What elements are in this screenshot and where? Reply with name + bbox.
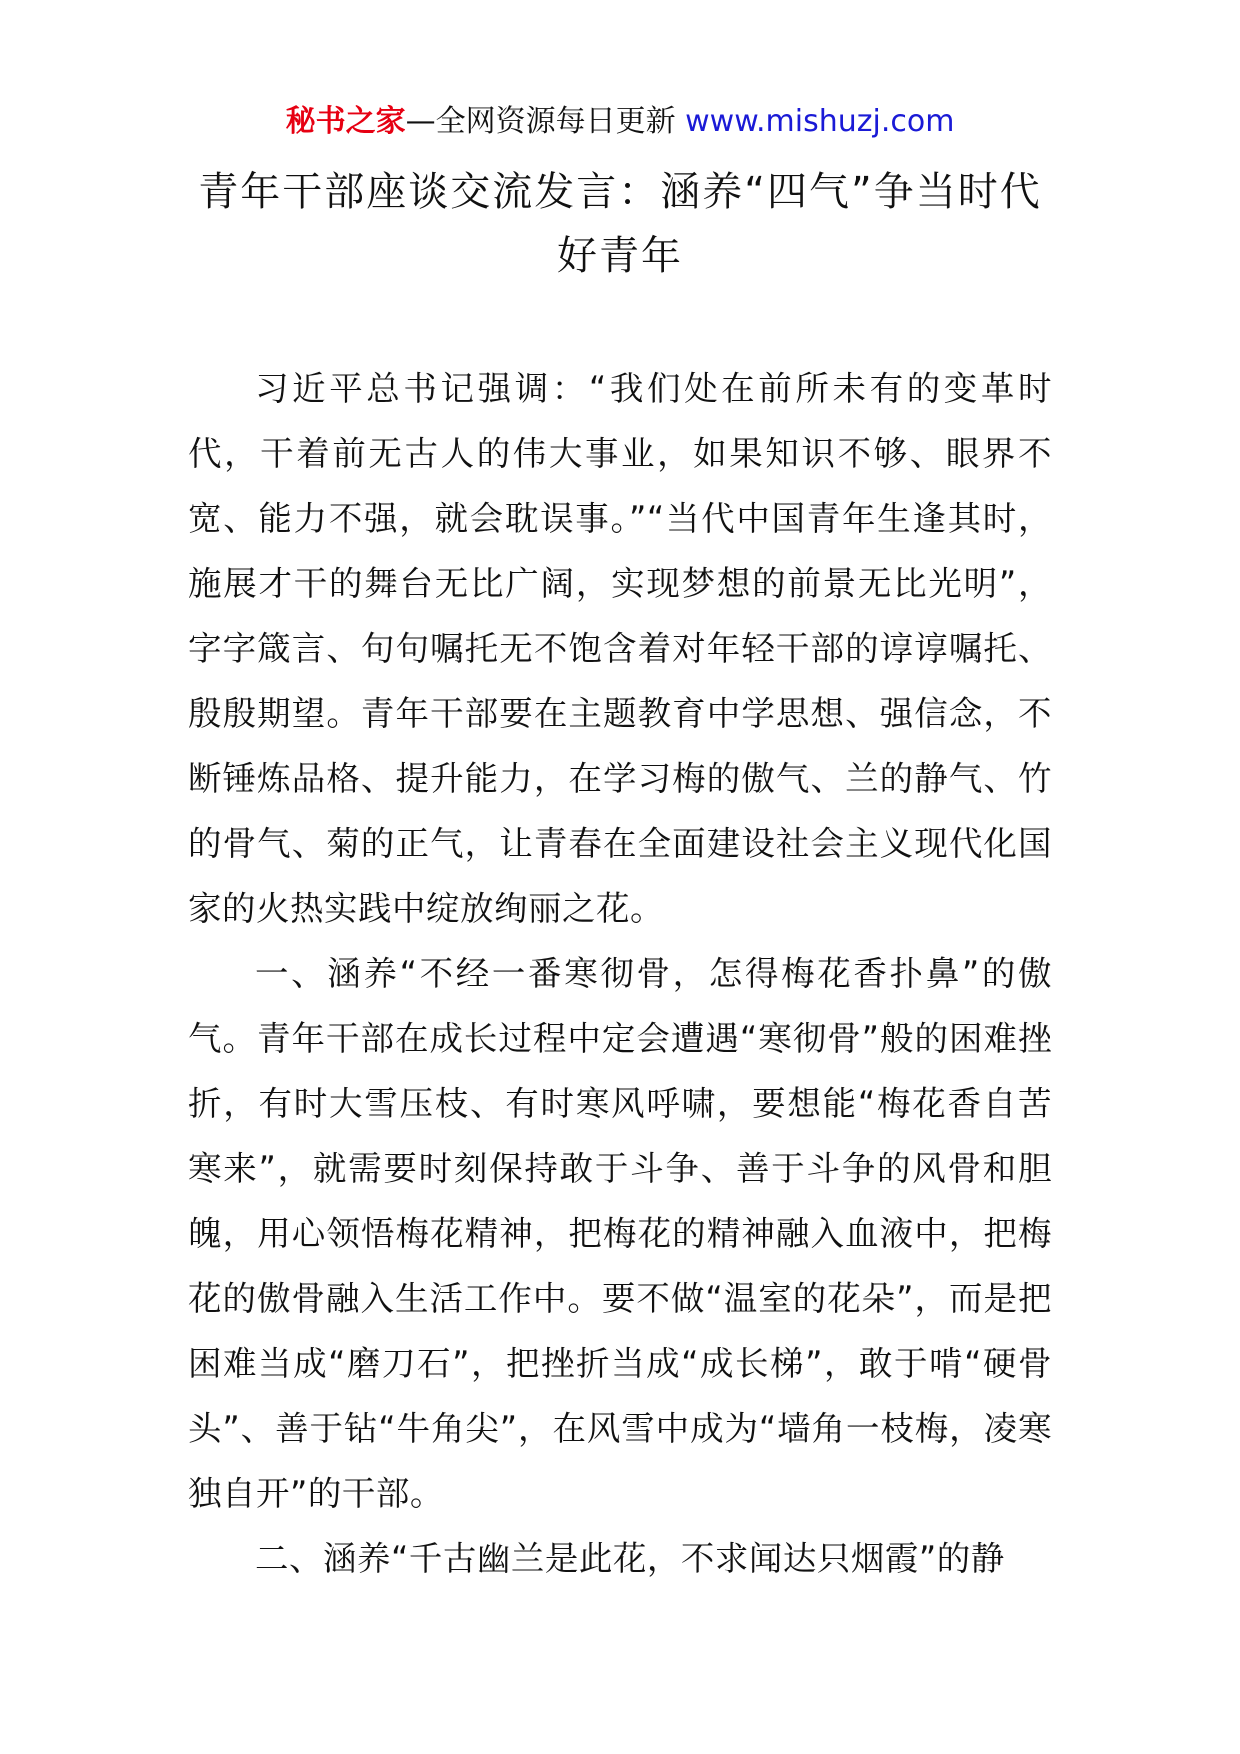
site-header [0,100,1240,144]
site-url-link[interactable]: www.mishuzj.com [685,104,955,139]
paragraph-section-1: 一、涵养“不经一番寒彻骨，怎得梅花香扑鼻”的傲气。青年干部在成长过程中定会遭遇“寒彻骨”般的困难挫折，有时大雪压枝、有时寒风呼啸，要想能“梅花香自苦寒来”，就需要时刻保持敢于斗争、善于斗争的风骨和胆魄，用心领悟梅花精神，把梅花的精神融入血液中，把梅花的傲骨融入生活工作中。要不做“温室的花朵”，而是把困难当成“磨刀石”，把挫折当成“成长梯”，敢于啃“硬骨头”、善于钻“牛角尖”，在风雪中成为“墙角一枝梅，凌寒独自开”的干部。 [188,954,1052,1513]
document-body [188,356,1052,1591]
site-slogan: —全网资源每日更新 [405,104,686,139]
paragraph-section-2: 二、涵养“千古幽兰是此花，不求闻达只烟霞”的静 [255,1539,1005,1578]
document-title: 青年干部座谈交流发言：涵养“四气”争当时代好青年 [198,169,1042,279]
paragraph-intro: 习近平总书记强调：“我们处在前所未有的变革时代，干着前无古人的伟大事业，如果知识不够、眼界不宽、能力不强，就会耽误事。”“当代中国青年生逢其时，施展才干的舞台无比广阔，实现梦想的前景无比光明”，字字箴言、句句嘱托无不饱含着对年轻干部的谆谆嘱托、殷殷期望。青年干部要在主题教育中学思想、强信念，不断锤炼品格、提升能力，在学习梅的傲气、兰的静气、竹的骨气、菊的正气，让青春在全面建设社会主义现代化国家的火热实践中绽放绚丽之花。 [188,369,1052,928]
site-brand: 秘书之家 [285,104,406,139]
